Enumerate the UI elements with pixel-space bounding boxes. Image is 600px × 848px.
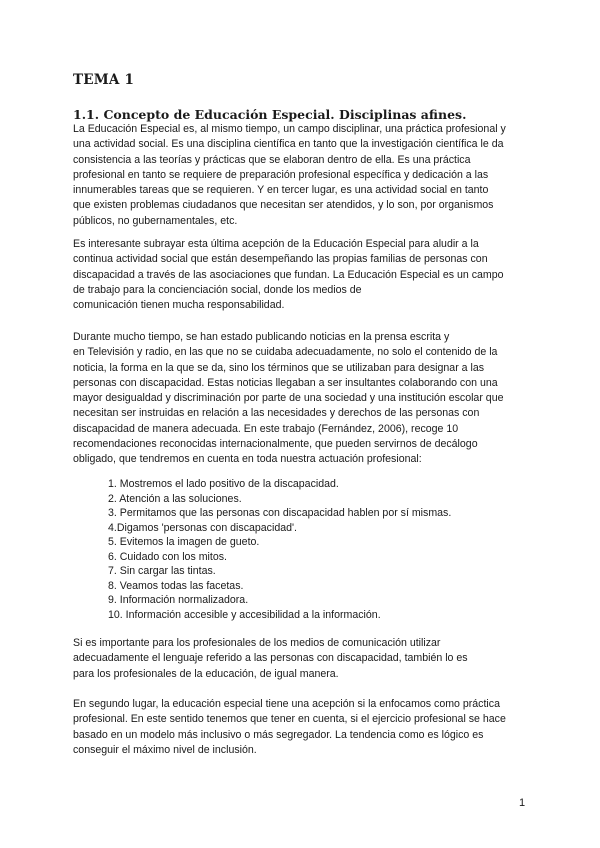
list-item: 3. Permitamos que las personas con discapacidad hablen por sí mismas. bbox=[108, 507, 452, 519]
recommendations-list bbox=[108, 477, 451, 622]
list-item: 4.Digamos 'personas con discapacidad'. bbox=[108, 521, 297, 534]
text-line: noticia, la forma en la que se da, sino los términos que se utilizaban para designar a las bbox=[73, 361, 485, 374]
text-line: para los profesionales de la educación, de igual manera. bbox=[73, 667, 339, 680]
text-line: consistencia a las teorías y prácticas que se elaboran dentro de ella. Es una práctica bbox=[73, 153, 471, 166]
text-line: conseguir el máximo nivel de inclusión. bbox=[73, 743, 257, 756]
list-item: 10. Información accesible y accesibilidad a la información. bbox=[108, 608, 381, 621]
text-line: que existen problemas ciudadanos que necesitan ser atendidos, y lo son, por organismos bbox=[73, 199, 494, 212]
text-line: Si es importante para los profesionales de los medios de comunicación utilizar bbox=[73, 637, 441, 649]
text-line: comunicación tienen mucha responsabilidad. bbox=[73, 299, 285, 312]
paragraph-media bbox=[73, 330, 533, 468]
text-line: en Televisión y radio, en las que no se cuidaba adecuadamente, no solo el contenido de la bbox=[73, 346, 498, 359]
text-line: continua actividad social que están desempeñando las propias familias de personas con bbox=[73, 253, 488, 266]
text-line: personas con discapacidad. Estas noticias llegaban a ser insultantes colaborando con una bbox=[73, 376, 498, 389]
paragraph-professional-practice bbox=[73, 697, 533, 758]
page-number: 1 bbox=[519, 797, 526, 809]
paragraph-social-activity bbox=[73, 237, 533, 313]
list-item: 7. Sin cargar las tintas. bbox=[108, 565, 216, 577]
list-item: 9. Información normalizadora. bbox=[108, 594, 249, 606]
text-line: En segundo lugar, la educación especial tiene una acepción si la enfocamos como práctica bbox=[73, 698, 500, 710]
text-line: adecuadamente el lenguaje referido a las personas con discapacidad, también lo es bbox=[73, 652, 468, 665]
list-item: 8. Veamos todas las facetas. bbox=[108, 579, 244, 592]
text-line: profesional. En este sentido tenemos que tener en cuenta, si el ejercicio profesional se hace bbox=[73, 713, 506, 726]
paragraph-language bbox=[73, 636, 533, 682]
text-line: profesional en tanto se requiere de preparación profesional específica y dedicación a las bbox=[73, 168, 489, 181]
text-line: mayor desigualdad y discriminación por parte de una sociedad y una institución escolar que bbox=[73, 392, 504, 405]
list-item: 5. Evitemos la imagen de gueto. bbox=[108, 536, 260, 548]
text-line: Es interesante subrayar esta última acepción de la Educación Especial para aludir a la bbox=[73, 238, 479, 250]
text-line: La Educación Especial es, al mismo tiempo, un campo disciplinar, una práctica profesional y bbox=[73, 123, 506, 135]
text-line: basado en un modelo más inclusivo o más segregador. La tendencia como es lógico es bbox=[73, 728, 484, 741]
section-title: 1.1. Concepto de Educación Especial. Disciplinas afines. bbox=[73, 107, 467, 122]
list-item: 1. Mostremos el lado positivo de la discapacidad. bbox=[108, 478, 339, 490]
list-item: 2. Atención a las soluciones. bbox=[108, 492, 242, 505]
text-line: de trabajo para la concienciación social, donde los medios de bbox=[73, 283, 362, 296]
list-item: 6. Cuidado con los mitos. bbox=[108, 550, 227, 563]
text-line: obligado, que tendremos en cuenta en toda nuestra actuación profesional: bbox=[73, 453, 422, 466]
text-line: Durante mucho tiempo, se han estado publicando noticias en la prensa escrita y bbox=[73, 331, 450, 343]
text-line: recomendaciones reconocidas internacionalmente, que pueden servirnos de decálogo bbox=[73, 438, 478, 451]
text-line: discapacidad a través de las asociaciones que fundan. La Educación Especial es un campo bbox=[73, 268, 504, 281]
text-line: innumerables tareas que se requieren. Y en tercer lugar, es una actividad social en tanto bbox=[73, 184, 489, 197]
text-line: una actividad social. Es una disciplina científica en tanto que la investigación científica le da bbox=[73, 138, 504, 151]
paragraph-intro bbox=[73, 122, 533, 229]
text-line: públicos, no gubernamentales, etc. bbox=[73, 214, 238, 227]
chapter-heading: TEMA 1 bbox=[73, 72, 135, 88]
text-line: necesitan ser instruidas en relación a las necesidades y derechos de las personas con bbox=[73, 407, 480, 420]
text-line: discapacidad de manera adecuada. En este trabajo (Fernández, 2006), recoge 10 bbox=[73, 422, 459, 435]
